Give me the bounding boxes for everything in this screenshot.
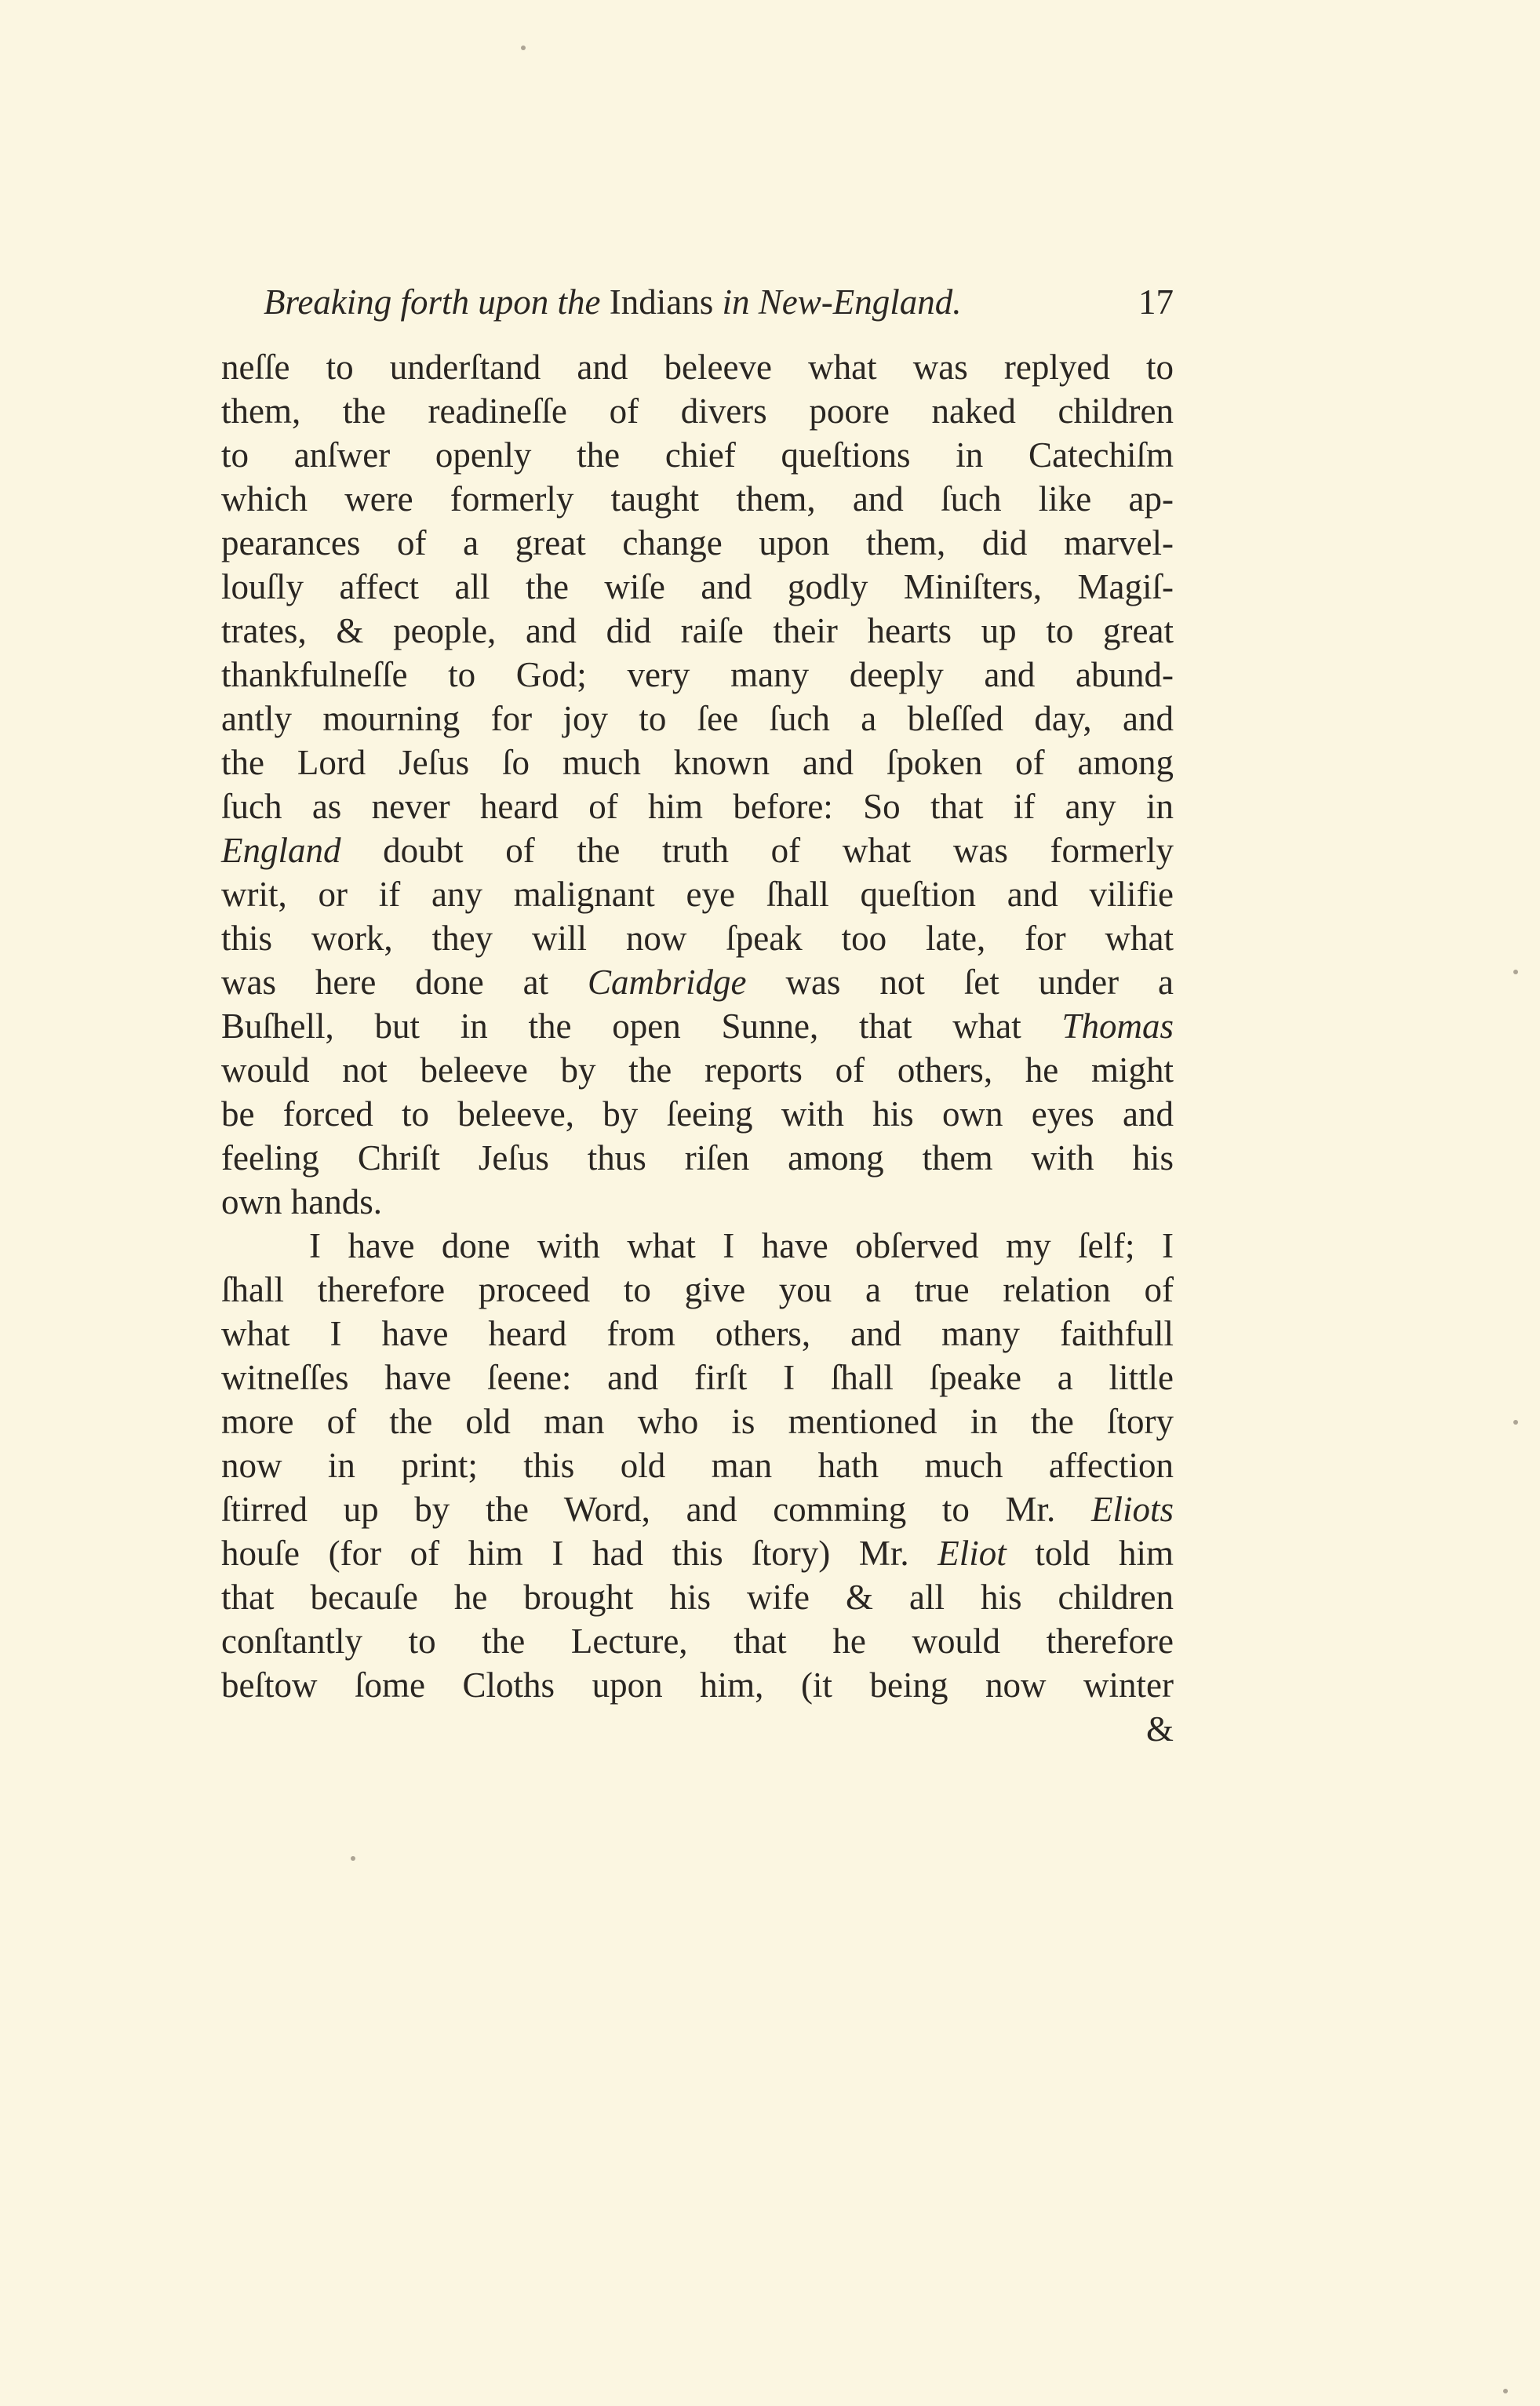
text-span: writ, or if any malignant eye ſhall queſtion and vilifie [221,875,1174,914]
text-span: ſhall therefore proceed to give you a true relation of [221,1270,1174,1309]
text-span: told him [1006,1534,1174,1573]
text-span: would not beleeve by the reports of others, he might [221,1050,1174,1090]
text-span: I have done with what I have obſerved my ſelf; I [309,1226,1174,1265]
text-line [221,960,1174,1004]
text-line [221,1575,1174,1619]
paper-speck [351,1856,355,1861]
text-span: beſtow ſome Cloths upon him, (it being now winter [221,1665,1174,1705]
text-line [221,1004,1174,1048]
text-line [221,521,1174,565]
catchword-text: & [1145,1709,1174,1749]
running-title-part-3: in New-England. [722,282,962,322]
paper-speck [1513,1420,1518,1425]
page-number: 17 [1138,282,1174,322]
paper-speck [1513,970,1518,974]
text-span: conſtantly to the Lecture, that he would therefore [221,1622,1174,1661]
body-text [221,345,1174,1751]
text-span: the Lord Jeſus ſo much known and ſpoken of among [221,743,1174,782]
text-span: was here done at [221,963,588,1002]
text-line [221,1487,1174,1531]
text-span: them, the readineſſe of divers poore naked children [221,391,1174,431]
running-title-part-2: Indians [609,282,714,322]
text-line [221,697,1174,741]
text-span: to anſwer openly the chief queſtions in Catechiſm [221,435,1174,475]
text-span: houſe (for of him I had this ſtory) Mr. [221,1534,938,1573]
text-line [221,389,1174,433]
text-line [221,477,1174,521]
paper-speck [521,45,526,50]
text-line [221,916,1174,960]
text-line [221,1224,1174,1268]
text-span: thankfulneſſe to God; very many deeply and abund- [221,655,1174,694]
text-line [221,1268,1174,1312]
text-span: which were formerly taught them, and ſuch like ap- [221,479,1174,519]
text-span: own hands. [221,1182,382,1221]
text-line [221,1619,1174,1663]
text-line [221,433,1174,477]
text-line [221,653,1174,697]
text-span: was not ſet under a [746,963,1174,1002]
italic-place-name: Cambridge [588,963,747,1002]
text-line [221,565,1174,609]
text-line [221,828,1174,872]
running-header [264,275,1174,329]
text-span: doubt of the truth of what was formerly [340,831,1174,870]
text-span: feeling Chriſt Jeſus thus riſen among them with his [221,1138,1174,1178]
text-line [221,784,1174,828]
text-line [221,1663,1174,1707]
text-line [221,1092,1174,1136]
text-line [221,1048,1174,1092]
text-line [221,345,1174,389]
text-line [221,1443,1174,1487]
text-span: neſſe to underſtand and beleeve what was replyed to [221,348,1174,387]
italic-person-name: Eliot [937,1534,1007,1573]
text-span: ſtirred up by the Word, and comming to Mr. [221,1490,1091,1529]
text-line [221,741,1174,784]
italic-person-name: Eliots [1090,1490,1174,1529]
text-span: louſly affect all the wiſe and godly Miniſters, Magiſ- [221,567,1174,606]
text-line [221,1400,1174,1443]
catchword [221,1707,1174,1751]
paper-speck [1503,2389,1508,2393]
text-line [221,872,1174,916]
text-span: this work, they will now ſpeak too late, for what [221,919,1174,958]
italic-person-name: Thomas [1061,1006,1174,1046]
text-line [221,1136,1174,1180]
text-span: pearances of a great change upon them, did marvel- [221,523,1174,562]
text-line [221,1180,1174,1224]
text-line [221,609,1174,653]
text-line [221,1356,1174,1400]
italic-place-name: England [221,831,341,870]
text-span: that becauſe he brought his wife & all his children [221,1578,1174,1617]
text-span: trates, & people, and did raiſe their hearts up to great [221,611,1174,650]
text-span: be forced to beleeve, by ſeeing with his own eyes and [221,1094,1174,1134]
running-title-part-1: Breaking forth upon the [264,282,601,322]
text-span: more of the old man who is mentioned in the ſtory [221,1402,1174,1441]
text-line [221,1531,1174,1575]
text-span: antly mourning for joy to ſee ſuch a bleſſed day, and [221,699,1174,738]
text-span: witneſſes have ſeene: and firſt I ſhall ſpeake a little [221,1358,1174,1397]
text-span: Buſhell, but in the open Sunne, that what [221,1006,1062,1046]
text-span: now in print; this old man hath much affection [221,1446,1174,1485]
text-span: what I have heard from others, and many faithfull [221,1314,1174,1353]
text-span: ſuch as never heard of him before: So that if any in [221,787,1174,826]
text-line [221,1312,1174,1356]
